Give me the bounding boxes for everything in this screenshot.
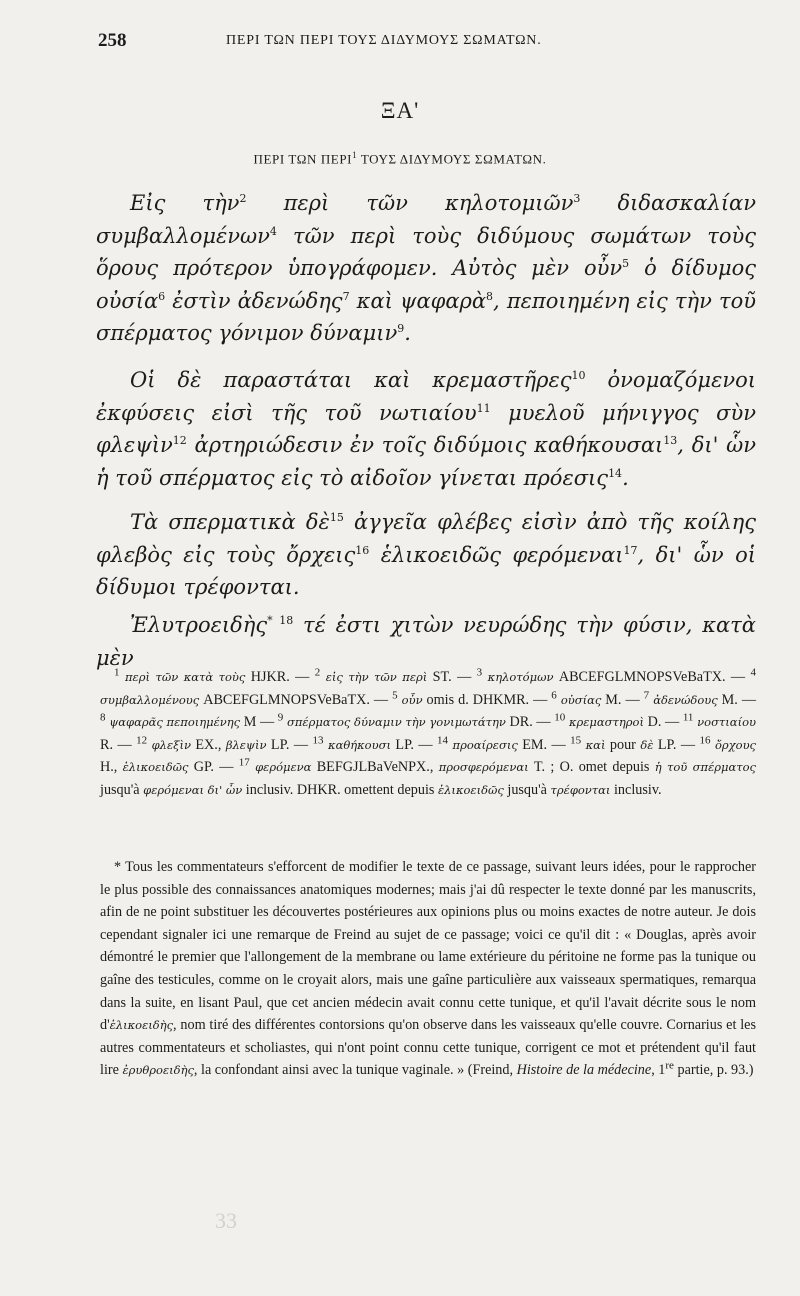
note-number: 11	[682, 711, 694, 724]
note-text: βλεψὶν	[225, 737, 267, 752]
note-text: omis d. DHKMR. —	[422, 691, 552, 708]
note-text: φερόμεναι δι' ὧν	[143, 782, 243, 797]
greek-text: καὶ ψαφαρὰ	[349, 288, 487, 313]
greek-text: , δι' ὧν οἱ δίδυμοι τρέφονται.	[96, 542, 757, 600]
footnote-ref: * 18	[267, 614, 294, 627]
note-text: LP. —	[390, 736, 437, 753]
note-text: δὲ	[640, 737, 654, 752]
note-text: οὐσίας	[556, 692, 602, 707]
note-number: 5	[392, 688, 398, 701]
footnote-ref: 3	[573, 192, 581, 205]
note-text: GP. —	[188, 759, 239, 776]
note-text: , la confondant ainsi avec la tunique vaginale. » (Freind,	[193, 1062, 517, 1079]
footnote-ref: 7	[342, 289, 350, 303]
running-title: ΠΕΡΙ ΤΩΝ ΠΕΡΙ ΤΟΥΣ ΔΙΔΥΜΟΥΣ ΣΩΜΑΤΩΝ.	[226, 33, 542, 48]
footnote-ref: 6	[158, 289, 166, 303]
footnote-ref: 5	[622, 257, 630, 271]
greek-text: , δι' ὧν ἡ τοῦ σπέρματος εἰς τὸ αἰδοῖον γίνεται πρόεσις	[96, 433, 756, 490]
note-text: φλεξὶν	[147, 737, 191, 752]
note-text: ABCEFGLMNOPSVeBaTX. —	[553, 669, 751, 685]
greek-text: ἑλικοειδῶς φερόμεναι	[369, 542, 624, 567]
note-text: ἡ τοῦ σπέρματος	[654, 760, 756, 775]
note-number: 12	[136, 734, 148, 747]
bleed-through-text: 33	[215, 1208, 237, 1233]
footnote-ref: 13	[663, 434, 678, 448]
footnote-ref: 16	[355, 543, 370, 557]
greek-text: .	[622, 465, 629, 490]
note-number: 10	[554, 711, 566, 724]
note-text: σπέρματος δύναμιν τὴν γονιμωτάτην	[283, 715, 506, 730]
note-text: T. ; O. omet depuis	[528, 759, 655, 776]
variant-readings-footnote	[100, 666, 756, 802]
note-text: H.,	[100, 759, 123, 776]
note-text: HJKR. —	[245, 669, 315, 685]
greek-text: ἐστὶν ἀδενώδης	[165, 288, 343, 313]
footnote-ref: 10	[571, 369, 586, 382]
greek-text: διδασκαλίαν συμβαλλομένων	[96, 191, 756, 248]
note-text: τρέφονται	[550, 782, 611, 797]
note-number: 2	[314, 666, 321, 679]
note-text: M. —	[601, 691, 644, 708]
greek-text: τῶν περὶ τοὺς διδύμους σωμάτων τοὺς ὅρους πρότερον ὑπογράφομεν. Αὐτὸς μὲν οὖν	[96, 223, 756, 281]
commentary-footnote	[100, 856, 756, 1082]
greek-paragraph	[96, 506, 756, 604]
footnote-ref: 12	[172, 434, 187, 448]
note-number: 16	[699, 734, 711, 747]
footnote-ref: 4	[269, 224, 277, 238]
note-text: D. —	[643, 714, 683, 731]
greek-text: Οἱ δὲ παραστάται καὶ κρεμαστῆρες	[130, 368, 572, 392]
greek-paragraph	[96, 187, 756, 350]
greek-paragraph	[96, 609, 756, 674]
note-text: , 1	[651, 1062, 666, 1079]
note-text: κηλοτόμων	[482, 670, 554, 684]
footnote-ref: 1	[352, 150, 358, 160]
note-number: 15	[570, 734, 582, 747]
note-text: R. —	[100, 736, 137, 753]
footnote-ref: 11	[476, 401, 491, 415]
note-number: 3	[476, 666, 483, 679]
note-text: EM. —	[517, 736, 571, 753]
note-text: jusqu'à	[100, 781, 144, 798]
note-text: ABCEFGLMNOPSVeBaTX. —	[199, 691, 393, 708]
note-text: νοστιαίου	[693, 715, 756, 730]
note-number: 13	[312, 734, 324, 747]
note-text: M —	[240, 714, 278, 731]
greek-text: ἀγγεῖα φλέβες εἰσὶν ἀπὸ τῆς κοίλης φλεβὸς εἰς τοὺς ὄρχεις	[96, 510, 756, 567]
note-number: 4	[750, 666, 756, 679]
page-header	[98, 30, 772, 52]
greek-text: περὶ τῶν κηλοτομιῶν	[246, 191, 574, 215]
note-text: ἐρυθροειδὴς	[122, 1063, 194, 1078]
note-text: BEFGJLBaVeNPX.,	[311, 759, 439, 776]
footnote-ref: 15	[329, 511, 344, 524]
note-number: 14	[436, 734, 448, 747]
note-text: κρεμαστηροὶ	[565, 715, 644, 730]
note-text: M. —	[717, 691, 757, 708]
section-title-part: ΤΟΥΣ ΔΙΔΥΜΟΥΣ ΣΩΜΑΤΩΝ.	[357, 151, 547, 167]
note-number: 9	[277, 711, 284, 724]
note-text: inclusiv.	[610, 781, 662, 798]
page-number: 258	[98, 30, 127, 51]
note-text: καθήκουσι	[323, 737, 391, 752]
greek-text: ὁ δίδυμος οὐσία	[96, 256, 756, 313]
greek-text: ἀρτηριώδεσιν ἐν τοῖς διδύμοις καθήκουσαι	[186, 433, 664, 458]
note-text: Histoire de la médecine	[516, 1062, 652, 1079]
note-text: LP. —	[653, 736, 700, 753]
note-text: ψαφαρᾶς πεποιημένης	[105, 715, 241, 730]
note-text: ὄρχους	[710, 737, 757, 752]
footnote-ref: 14	[608, 466, 623, 480]
note-text: προσφερόμεναι	[438, 760, 529, 775]
note-text: ἑλικοειδὴς	[109, 1018, 174, 1033]
section-title	[0, 150, 800, 167]
section-number: ΞΑ'	[380, 98, 420, 123]
note-number: 1	[114, 666, 120, 679]
note-number: 8	[100, 711, 106, 724]
note-text: καὶ	[581, 737, 606, 752]
note-number: re	[665, 1059, 674, 1072]
note-text: περὶ τῶν κατὰ τοὺς	[119, 670, 246, 684]
note-text: inclusiv. DHKR. omettent depuis	[242, 781, 438, 798]
note-text: εἰς τὴν τῶν περὶ	[320, 670, 428, 684]
note-number: 17	[238, 756, 250, 769]
note-text: EX.,	[190, 736, 226, 753]
note-text: * Tous les commentateurs s'efforcent de modifier le texte de ce passage, suivant leurs idées, pour le rapprocher le plus possible des connaissances anatomiques modernes; mais j'ai dû respecter le texte donné par les manuscrits, afin de ne point substituer les découvertes postérieures aux opinions plus ou moins exactes de notre auteur. Je dois cependant signaler ici une remarque de Freind au sujet de ce passage; voici ce qu'il dit : « Douglas, après avoir démontré le premier que l'allongement de la membrane ou lame extérieure du péritoine ne forme pas la tunique ou gaîne des testicules, comme on le croyait alors, mais une gaîne particulière aux vaisseaux spermatiques, remarqua dans la suite, en lisant Paul, que cet ancien médecin avait connu cette tunique, et qu'il l'avait décrite sous le nom d'	[100, 859, 756, 1034]
note-text: jusqu'à	[503, 781, 551, 798]
greek-text: ὀνομαζόμενοι ἐκφύσεις εἰσὶ τῆς τοῦ νωτιαίου	[96, 368, 756, 425]
note-text: προαίρεσις	[447, 737, 518, 752]
greek-text: Ἐλυτροειδὴς	[130, 613, 268, 637]
note-text: LP. —	[266, 736, 313, 753]
footnote-ref: 17	[623, 543, 638, 557]
note-text: ἑλικοειδῶς	[437, 782, 504, 797]
greek-paragraph	[96, 364, 756, 494]
note-text: φερόμενα	[249, 760, 312, 775]
greek-text: Τὰ σπερματικὰ δὲ	[130, 510, 330, 534]
greek-text: τέ ἐστι χιτὼν νευρώδης τὴν φύσιν, κατὰ μὲν	[96, 613, 756, 670]
note-text: οὖν	[397, 692, 423, 707]
greek-text: μυελοῦ μήνιγγος σὺν φλεψὶν	[96, 400, 757, 458]
footnote-ref: 8	[486, 289, 494, 303]
note-text: partie, p. 93.)	[673, 1062, 754, 1079]
greek-text: , πεποιημένη εἰς τὴν τοῦ σπέρματος γόνιμον δύναμιν	[96, 288, 756, 346]
footnote-ref: 2	[239, 192, 247, 205]
note-text: ἑλικοειδῶς	[122, 760, 189, 775]
note-text: , nom tiré des différentes contorsions qu'on observe dans les vaisseaux qu'elle couvre. Cornarius et les autres commentateurs et scholiastes, qui n'ont point connu cette tunique, corrigent ce mot et prétendent qu'il faut lire	[100, 1017, 756, 1079]
note-number: 6	[551, 688, 557, 701]
note-text: συμβαλλομένους	[100, 692, 200, 707]
greek-text: Εἰς τὴν	[130, 191, 240, 215]
greek-text: .	[404, 321, 411, 346]
section-title-part: ΠΕΡΙ ΤΩΝ ΠΕΡΙ	[253, 151, 353, 167]
note-text: ST. —	[427, 669, 477, 685]
note-text: DR. —	[505, 714, 555, 731]
note-text: pour	[605, 736, 641, 753]
note-text: ἀδενώδους	[649, 692, 718, 707]
footnote-ref: 9	[397, 322, 405, 336]
note-number: 7	[643, 688, 650, 701]
